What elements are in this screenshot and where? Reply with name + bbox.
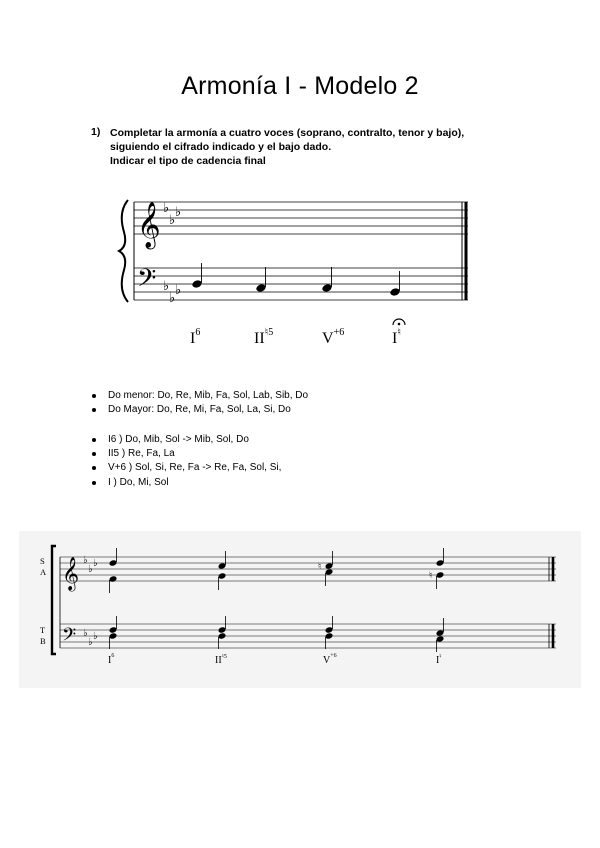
fermata-icon bbox=[393, 319, 405, 325]
exercise-number: 1) bbox=[91, 126, 101, 138]
note bbox=[255, 283, 266, 293]
scales-list bbox=[90, 389, 308, 417]
list-item: V+6 ) Sol, Si, Re, Fa -> Re, Fa, Sol, Si, bbox=[90, 461, 281, 475]
figure-label: $II^{♮5}$ bbox=[215, 654, 227, 666]
treble-clef-icon: 𝄞 bbox=[62, 556, 80, 590]
note bbox=[389, 287, 400, 297]
list-item: Do menor: Do, Re, Mib, Fa, Sol, Lab, Sib, Do bbox=[90, 389, 308, 403]
note bbox=[321, 283, 332, 293]
brace bbox=[119, 200, 128, 302]
instruction-line: Completar la armonía a cuatro voces (soprano, contralto, tenor y bajo), bbox=[110, 127, 465, 139]
note bbox=[191, 279, 202, 289]
voice-label-alto: A bbox=[40, 567, 47, 577]
figure-label: I♮ bbox=[436, 654, 442, 666]
svg-text:♭: ♭ bbox=[175, 205, 182, 220]
list-item: II5 ) Re, Fa, La bbox=[90, 447, 281, 461]
svg-text:♮: ♮ bbox=[318, 562, 322, 572]
page-title: Armonía I - Modelo 2 bbox=[181, 72, 419, 100]
svg-text:♭: ♭ bbox=[175, 283, 182, 298]
treble-staff bbox=[134, 202, 468, 234]
satb-panel bbox=[19, 531, 581, 688]
bass-staff bbox=[134, 268, 468, 300]
svg-text:♭: ♭ bbox=[83, 555, 88, 566]
svg-text:♭: ♭ bbox=[93, 558, 98, 569]
figure-label: $II^{♮5}$ bbox=[254, 327, 274, 347]
instruction-line: siguiendo el cifrado indicado y el bajo dado. bbox=[110, 141, 332, 153]
list-item: I ) Do, Mi, Sol bbox=[90, 476, 281, 490]
svg-text:♭: ♭ bbox=[169, 291, 176, 306]
voice-label-soprano: S bbox=[40, 556, 45, 566]
voice-label-tenor: T bbox=[40, 625, 46, 635]
figure-label: $I^6$ bbox=[190, 327, 201, 347]
key-signature-bass bbox=[163, 279, 181, 306]
figure-label: I♮ bbox=[392, 327, 401, 347]
voice-label-bass: B bbox=[40, 636, 46, 646]
bass-clef-icon: 𝄢 bbox=[137, 264, 157, 299]
chords-list bbox=[90, 433, 281, 490]
svg-text:♭: ♭ bbox=[93, 631, 98, 642]
bass-clef-icon: 𝄢 bbox=[62, 625, 77, 650]
svg-text:♭: ♭ bbox=[163, 201, 170, 216]
list-item: Do Mayor: Do, Re, Mi, Fa, Sol, La, Si, Do bbox=[90, 403, 308, 417]
svg-text:♭: ♭ bbox=[83, 628, 88, 639]
figure-label: $I^6$ bbox=[108, 653, 115, 666]
svg-text:♭: ♭ bbox=[88, 637, 93, 648]
list-item: I6 ) Do, Mib, Sol -> Mib, Sol, Do bbox=[90, 433, 281, 447]
figure-label: $V^{+6}$ bbox=[323, 653, 337, 666]
svg-text:♮: ♮ bbox=[429, 571, 433, 581]
treble-clef-icon: 𝄞 bbox=[137, 202, 161, 248]
svg-text:♭: ♭ bbox=[88, 564, 93, 575]
figure-label: $V^{+6}$ bbox=[322, 327, 345, 347]
svg-text:♭: ♭ bbox=[163, 279, 170, 294]
svg-text:♭: ♭ bbox=[169, 213, 176, 228]
instruction-line: Indicar el tipo de cadencia final bbox=[110, 155, 266, 167]
key-signature-treble bbox=[163, 201, 181, 228]
